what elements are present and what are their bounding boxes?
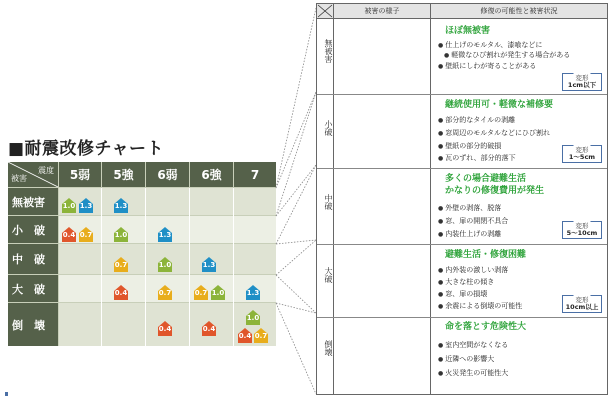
row-bullet: ● 内外装の激しい剥落 [438,265,508,276]
corner-damage-label: 被害 [11,174,27,183]
col-header-7: 7 [234,162,276,187]
col-header-6-strong: 6強 [190,162,233,187]
deformation-label: 変形 [575,74,589,82]
row-title-secondary: かなりの修復費用が発生 [445,186,545,196]
detail-row-collapse [317,318,607,394]
row-title: 命を落とす危険性大 [445,322,527,332]
detail-row-no-damage [317,19,607,95]
row-header-severe: 大 破 [8,275,58,302]
row-label: 小破 [324,120,333,136]
row-header-no-damage: 無被害 [8,188,58,215]
row-bullet: ● 部分的なタイルの剥離 [438,115,515,126]
row-bullet: ● 窓、扉の開閉不具合 [438,216,508,227]
badge-value: 0.4 [158,325,172,333]
detail-row-minor [317,95,607,169]
badge-value: 1.0 [62,202,76,210]
deformation-box [562,145,602,163]
row-label: 無被害 [324,39,333,63]
badge-value: 0.7 [114,261,128,269]
row-bullet: ● 壁紙にしわが寄ることがある [438,61,536,72]
deformation-label: 変形 [575,296,589,304]
deformation-label: 変形 [575,146,589,154]
row-header-minor: 小 破 [8,216,58,243]
row-header-collapse: 倒 壊 [8,303,58,346]
deformation-box [562,73,602,91]
badge-value: 0.4 [62,231,76,239]
deformation-value: 10cm以上 [565,303,599,311]
badge-value: 1.0 [114,231,128,239]
badge-value: 0.7 [194,289,208,297]
badge-value: 0.7 [79,231,93,239]
row-bullet: ● 余震による倒壊の可能性 [438,301,522,312]
deformation-value: 1〜5cm [568,153,596,161]
badge-value: 1.3 [246,289,260,297]
row-header-moderate: 中 破 [8,244,58,274]
row-bullet: ● 大きな柱の傾き [438,277,494,288]
row-title: 多くの場合避難生活 [445,174,527,184]
row-bullet: ● 瓦のずれ、部分的落下 [438,153,516,164]
row-label: 倒壊 [324,340,333,356]
row-bullet: ● 窓、扉の損壊 [438,289,487,300]
header-repair-possibility: 修復の可能性と被害状況 [431,4,607,19]
row-bullet: ● 軽微なひび割れが発生する場合がある [444,50,570,61]
corner-intensity-label: 震度 [38,166,54,175]
row-bullet: ● 近隣への影響大 [438,354,494,365]
header-corner [317,4,333,19]
deformation-label: 変形 [575,222,589,230]
detail-row-severe [317,245,607,318]
badge-value: 1.3 [158,231,172,239]
badge-value: 1.3 [79,202,93,210]
badge-value: 0.4 [238,332,252,340]
badge-value: 1.0 [211,289,225,297]
badge-value: 0.4 [202,325,216,333]
row-bullet: ● 壁紙の部分的破損 [438,141,501,152]
badge-value: 0.7 [158,289,172,297]
deformation-value: 1cm以下 [567,81,597,89]
header-damage-state: 被害の様子 [334,4,430,19]
header-cross-icon [317,4,333,18]
row-title: ほぼ無被害 [445,26,491,36]
row-bullet: ● 室内空間がなくなる [438,340,508,351]
row-title: 継続使用可・軽微な補修要 [445,100,554,110]
row-bullet: ● 内装仕上げの剥離 [438,229,501,240]
row-bullet: ● 窓周辺のモルタルなどにひび割れ [438,128,550,139]
row-bullet: ● 仕上げのモルタル、漆喰などに [438,40,542,51]
page-marker [5,392,8,396]
deformation-box [562,295,602,313]
detail-row-moderate [317,169,607,245]
badge-value: 1.3 [114,202,128,210]
badge-value: 1.0 [158,261,172,269]
deformation-value: 5〜10cm [566,229,598,237]
col-header-5-strong: 5強 [102,162,145,187]
row-bullet: ● 外壁の剥落、脱落 [438,203,501,214]
badge-value: 0.7 [254,332,268,340]
badge-value: 1.3 [202,261,216,269]
row-label: 中破 [324,194,333,210]
col-header-6-weak: 6弱 [146,162,189,187]
chart-title: ■耐震改修チャート [8,139,165,159]
row-label: 大破 [324,267,333,283]
row-bullet: ● 火災発生の可能性大 [438,368,508,379]
badge-value: 1.0 [246,314,260,322]
col-header-5-weak: 5弱 [59,162,101,187]
row-title: 避難生活・修復困難 [445,250,527,260]
damage-detail-table [316,3,608,395]
deformation-box [562,221,602,239]
badge-value: 0.4 [114,289,128,297]
